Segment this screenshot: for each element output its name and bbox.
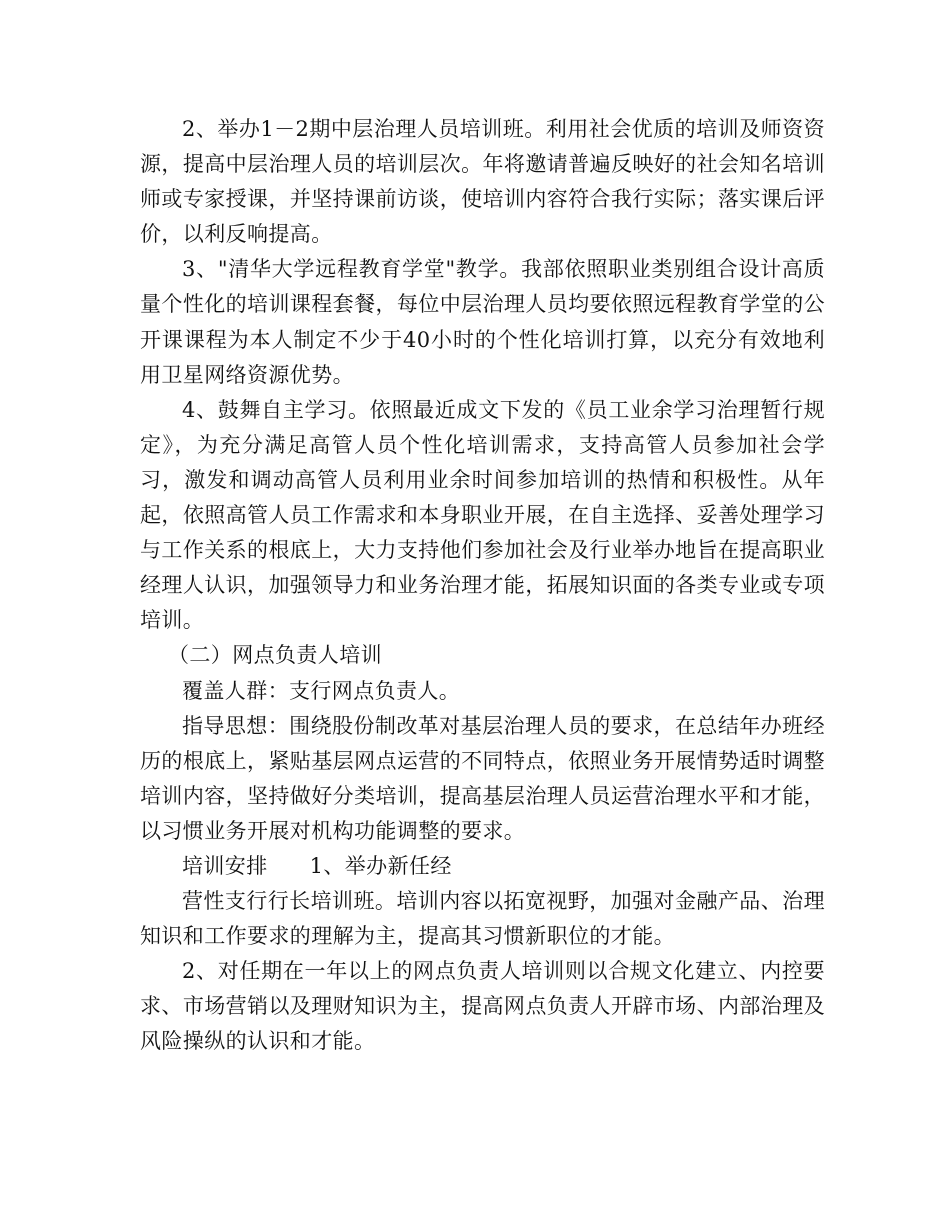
training-arrangement-item: 1、举办新任经	[309, 853, 452, 878]
training-arrangement-label: 培训安排	[182, 853, 268, 878]
document-body	[140, 112, 825, 1060]
paragraph-mid-management-class: 2、举办1－2期中层治理人员培训班。利用社会优质的培训及师资资源，提高中层治理人员的培训层次。年将邀请普遍反映好的社会知名培训师或专家授课，并坚持课前访谈，使培训内容符合我行实际；落实课后评价，以利反响提高。	[140, 117, 825, 247]
paragraph-new-branch-head-class: 营性支行行长培训班。培训内容以拓宽视野，加强对金融产品、治理知识和工作要求的理解为主，提高其习惯新职位的才能。	[140, 889, 825, 949]
training-arrangement-line	[140, 849, 825, 884]
section-heading-branch-leaders: （二）网点负责人培训	[168, 643, 382, 668]
paragraph-guiding-idea: 指导思想：围绕股份制改革对基层治理人员的要求，在总结年办班经历的根底上，紧贴基层网点运营的不同特点，依照业务开展情势适时调整培训内容，坚持做好分类培训，提高基层治理人员运营治理水平和才能，以习惯业务开展对机构功能调整的要求。	[140, 713, 825, 843]
paragraph-tsinghua-remote-education: 3、"清华大学远程教育学堂"教学。我部依照职业类别组合设计高质量个性化的培训课程套餐，每位中层治理人员均要依照远程教育学堂的公开课课程为本人制定不少于40小时的个性化培训打算，以充分有效地利用卫星网络资源优势。	[140, 257, 825, 387]
paragraph-self-study: 4、鼓舞自主学习。依照最近成文下发的《员工业余学习治理暂行规定》，为充分满足高管人员个性化培训需求，支持高管人员参加社会学习，激发和调动高管人员利用业余时间参加培训的热情和积极性。从年起，依照高管人员工作需求和本身职业开展，在自主选择、妥善处理学习与工作关系的根底上，大力支持他们参加社会及行业举办地旨在提高职业经理人认识，加强领导力和业务治理才能，拓展知识面的各类专业或专项培训。	[140, 397, 825, 633]
paragraph-coverage: 覆盖人群：支行网点负责人。	[182, 678, 461, 703]
paragraph-experienced-branch-heads: 2、对任期在一年以上的网点负责人培训则以合规文化建立、内控要求、市场营销以及理财知识为主，提高网点负责人开辟市场、内部治理及风险操纵的认识和才能。	[140, 959, 825, 1054]
